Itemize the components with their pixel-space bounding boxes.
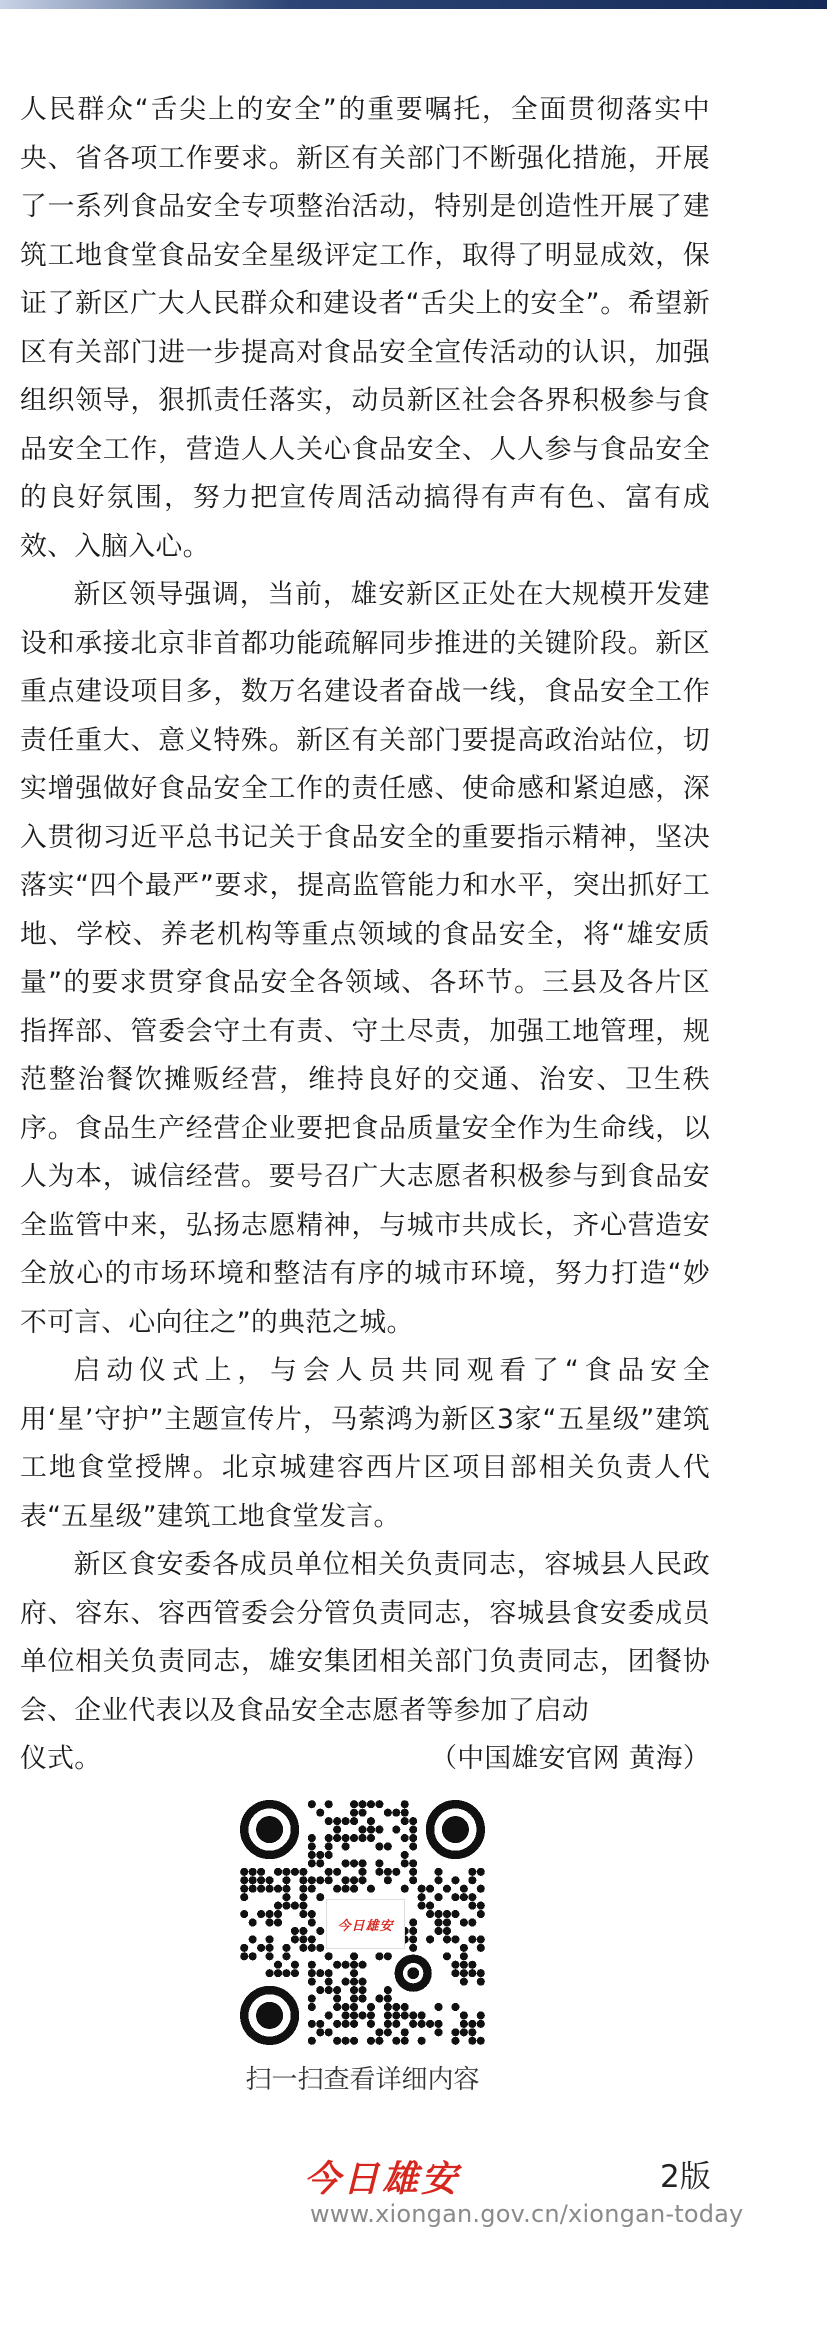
qr-module: [308, 2020, 316, 2028]
qr-module: [342, 2011, 350, 2019]
qr-module: [375, 1868, 383, 1876]
qr-module: [468, 1961, 476, 1969]
qr-module: [426, 1902, 434, 1910]
qr-module: [375, 1952, 383, 1960]
qr-module: [443, 1935, 451, 1943]
qr-module: [325, 2011, 333, 2019]
qr-module: [249, 1876, 257, 1884]
qr-module: [308, 1800, 316, 1808]
qr-module: [274, 1969, 282, 1977]
qr-module: [282, 1876, 290, 1884]
qr-module: [426, 2020, 434, 2028]
qr-module: [333, 1868, 341, 1876]
qr-module: [443, 1885, 451, 1893]
qr-module: [342, 2037, 350, 2045]
qr-module: [316, 1859, 324, 1867]
article-paragraph: 人民群众“舌尖上的安全”的重要嘱托，全面贯彻落实中央、省各项工作要求。新区有关部门不断强化措施，开展了一系列食品安全专项整治活动，特别是创造性开展了建筑工地食堂食品安全星级评定工作，取得了明显成效，保证了新区广大人民群众和建设者“舌尖上的安全”。希望新区有关部门进一步提高对食品安全宣传活动的认识，加强组织领导，狠抓责任落实，动员新区社会各界积极参与食品安全工作，营造人人关心食品安全、人人参与食品安全的良好氛围，努力把宣传周活动搞得有声有色、富有成效、入脑入心。: [20, 94, 710, 562]
qr-module: [291, 1902, 299, 1910]
qr-module: [367, 2003, 375, 2011]
qr-module: [477, 1902, 485, 1910]
qr-module: [384, 2011, 392, 2019]
qr-module: [392, 2020, 400, 2028]
qr-module: [367, 1826, 375, 1834]
qr-module: [325, 1851, 333, 1859]
qr-module: [358, 1859, 366, 1867]
qr-module: [460, 1885, 468, 1893]
qr-module: [350, 1994, 358, 2002]
qr-module: [342, 1876, 350, 1884]
article-paragraph: 新区领导强调，当前，雄安新区正处在大规模开发建设和承接北京非首都功能疏解同步推进的关键阶段。新区重点建设项目多，数万名建设者奋战一线，食品安全工作责任重大、意义特殊。新区有关部门要提高政治站位，切实增强做好食品安全工作的责任感、使命感和紧迫感，深入贯彻习近平总书记关于食品安全的重要指示精神，坚决落实“四个最严”要求，提高监管能力和水平，突出抓好工地、学校、养老机构等重点领域的食品安全，将“雄安质量”的要求贯穿食品安全各领域、各环节。三县及各片区指挥部、管委会守土有责、守土尽责，加强工地管理，规范整治餐饮摊贩经营，维持良好的交通、治安、卫生秩序。食品生产经营企业要把食品质量安全作为生命线，以人为本，诚信经营。要号召广大志愿者积极参与到食品安全监管中来，弘扬志愿精神，与城市共成长，齐心营造安全放心的市场环境和整洁有序的城市环境，努力打造“妙不可言、心向往之”的典范之城。: [20, 579, 710, 1338]
qr-module: [384, 2020, 392, 2028]
qr-module: [409, 2011, 417, 2019]
qr-module: [316, 1969, 324, 1977]
qr-module: [282, 1868, 290, 1876]
qr-module: [240, 1944, 248, 1952]
qr-module: [477, 1969, 485, 1977]
qr-module: [350, 1800, 358, 1808]
qr-module: [384, 2003, 392, 2011]
qr-module: [274, 1885, 282, 1893]
qr-module: [291, 1961, 299, 1969]
qr-module: [333, 1994, 341, 2002]
qr-module: [325, 1842, 333, 1850]
qr-module: [468, 1969, 476, 1977]
qr-module: [342, 2020, 350, 2028]
qr-module: [384, 2028, 392, 2036]
qr-module: [401, 2028, 409, 2036]
qr-module: [350, 1876, 358, 1884]
qr-module: [401, 1859, 409, 1867]
qr-module: [240, 1952, 248, 1960]
qr-module: [384, 1876, 392, 1884]
qr-module: [358, 1994, 366, 2002]
qr-module: [375, 1859, 383, 1867]
qr-module: [409, 1834, 417, 1842]
qr-module: [468, 1876, 476, 1884]
article-body: [20, 86, 738, 1784]
qr-module: [333, 1826, 341, 1834]
qr-module: [451, 2003, 459, 2011]
brand-logo: 今日雄安: [304, 2158, 461, 2200]
qr-module: [434, 1876, 442, 1884]
qr-module: [316, 1986, 324, 1994]
qr-module: [460, 1952, 468, 1960]
qr-module: [434, 1893, 442, 1901]
qr-module: [384, 1986, 392, 1994]
qr-module: [308, 1834, 316, 1842]
qr-module: [316, 1927, 324, 1935]
qr-module: [401, 1851, 409, 1859]
qr-module: [299, 1893, 307, 1901]
qr-module: [240, 1893, 248, 1901]
qr-module: [350, 1809, 358, 1817]
qr-module: [342, 1817, 350, 1825]
qr-module: [350, 1952, 358, 1960]
qr-module: [350, 2020, 358, 2028]
qr-module: [358, 1826, 366, 1834]
qr-module: [299, 1910, 307, 1918]
qr-module: [392, 2037, 400, 2045]
site-url-link[interactable]: www.xiongan.gov.cn/xiongan-today: [310, 2200, 744, 2228]
qr-module: [333, 2003, 341, 2011]
qr-module: [282, 1944, 290, 1952]
qr-module: [460, 2028, 468, 2036]
qr-module: [266, 1935, 274, 1943]
qr-module: [308, 2003, 316, 2011]
qr-module: [409, 1868, 417, 1876]
qr-module: [358, 1868, 366, 1876]
qr-module: [375, 2037, 383, 2045]
qr-module: [316, 2020, 324, 2028]
qr-module: [257, 1885, 265, 1893]
qr-code[interactable]: [240, 1800, 485, 2045]
qr-module: [384, 1994, 392, 2002]
qr-module: [451, 1910, 459, 1918]
article-last-line: [20, 1735, 710, 1784]
qr-module: [249, 1868, 257, 1876]
qr-module: [308, 2037, 316, 2045]
qr-module: [367, 1885, 375, 1893]
qr-module: [434, 2028, 442, 2036]
qr-module: [367, 1817, 375, 1825]
qr-module: [342, 1842, 350, 1850]
qr-module: [257, 1944, 265, 1952]
qr-module: [316, 1876, 324, 1884]
qr-module: [451, 1876, 459, 1884]
qr-module: [426, 1910, 434, 1918]
qr-module: [477, 1978, 485, 1986]
qr-module: [266, 1876, 274, 1884]
qr-module: [392, 2003, 400, 2011]
qr-module: [392, 1809, 400, 1817]
qr-module: [266, 1969, 274, 1977]
qr-module: [401, 1809, 409, 1817]
qr-module: [350, 1885, 358, 1893]
qr-module: [384, 1842, 392, 1850]
qr-module: [316, 1809, 324, 1817]
qr-module: [401, 1817, 409, 1825]
qr-module: [299, 1876, 307, 1884]
qr-module: [249, 1952, 257, 1960]
qr-module: [367, 1834, 375, 1842]
qr-module: [316, 1893, 324, 1901]
qr-module: [409, 2020, 417, 2028]
article-byline: （中国雄安官网 黄海）: [430, 1743, 710, 1774]
qr-module: [299, 1935, 307, 1943]
qr-module: [325, 1876, 333, 1884]
qr-module: [299, 1902, 307, 1910]
qr-module: [333, 1834, 341, 1842]
qr-module: [468, 2028, 476, 2036]
qr-module: [460, 2020, 468, 2028]
qr-module: [401, 2011, 409, 2019]
qr-module: [434, 1910, 442, 1918]
qr-module: [282, 1952, 290, 1960]
qr-module: [308, 1994, 316, 2002]
qr-module: [375, 1842, 383, 1850]
qr-module: [333, 2037, 341, 2045]
qr-module: [451, 2037, 459, 2045]
qr-module: [308, 1885, 316, 1893]
qr-module: [434, 2003, 442, 2011]
qr-module: [409, 1842, 417, 1850]
qr-module: [434, 1868, 442, 1876]
qr-module: [249, 1885, 257, 1893]
qr-module: [274, 1868, 282, 1876]
qr-module: [342, 1859, 350, 1867]
qr-module: [308, 1944, 316, 1952]
qr-module: [418, 1885, 426, 1893]
qr-module: [274, 1910, 282, 1918]
qr-module: [299, 1868, 307, 1876]
qr-module: [477, 1885, 485, 1893]
qr-module: [325, 1978, 333, 1986]
qr-module: [418, 2020, 426, 2028]
qr-module: [477, 1910, 485, 1918]
qr-module: [333, 2020, 341, 2028]
qr-module: [350, 2011, 358, 2019]
qr-module: [460, 1978, 468, 1986]
qr-module: [375, 1994, 383, 2002]
qr-module: [282, 1902, 290, 1910]
qr-module: [358, 1876, 366, 1884]
qr-module: [350, 1969, 358, 1977]
qr-module: [316, 2028, 324, 2036]
qr-module: [401, 2003, 409, 2011]
qr-module: [384, 1952, 392, 1960]
qr-module: [434, 1927, 442, 1935]
qr-module: [460, 1944, 468, 1952]
qr-module: [460, 1969, 468, 1977]
qr-module: [257, 1868, 265, 1876]
qr-module: [418, 1902, 426, 1910]
header-bar: [0, 0, 827, 9]
qr-module: [460, 2011, 468, 2019]
qr-module: [358, 1834, 366, 1842]
qr-module: [325, 1952, 333, 1960]
qr-module: [240, 1885, 248, 1893]
qr-module: [426, 1885, 434, 1893]
qr-module: [392, 2011, 400, 2019]
qr-module: [308, 1969, 316, 1977]
qr-module: [308, 1978, 316, 1986]
qr-module: [333, 1986, 341, 1994]
qr-module: [401, 1834, 409, 1842]
qr-module: [274, 1902, 282, 1910]
qr-module: [291, 1927, 299, 1935]
qr-module: [451, 1935, 459, 1943]
qr-module: [443, 1952, 451, 1960]
qr-module: [316, 1851, 324, 1859]
qr-module: [308, 1910, 316, 1918]
qr-module: [409, 1876, 417, 1884]
qr-module: [451, 1893, 459, 1901]
qr-module: [342, 1961, 350, 1969]
qr-module: [367, 2011, 375, 2019]
qr-module: [325, 1800, 333, 1808]
qr-module: [401, 2037, 409, 2045]
qr-module: [367, 1800, 375, 1808]
qr-module: [358, 1961, 366, 1969]
qr-module: [291, 1935, 299, 1943]
qr-module: [460, 1893, 468, 1901]
qr-module: [384, 1809, 392, 1817]
qr-module: [468, 1893, 476, 1901]
qr-module: [308, 1876, 316, 1884]
qr-module: [325, 1986, 333, 1994]
qr-module: [350, 1986, 358, 1994]
qr-module: [240, 1868, 248, 1876]
qr-module: [460, 1918, 468, 1926]
qr-module: [299, 1927, 307, 1935]
qr-module: [249, 1918, 257, 1926]
qr-module: [274, 1961, 282, 1969]
qr-module: [274, 1918, 282, 1926]
qr-module: [358, 1809, 366, 1817]
qr-module: [426, 1935, 434, 1943]
qr-module: [418, 1893, 426, 1901]
qr-module: [477, 1944, 485, 1952]
qr-module: [468, 1935, 476, 1943]
qr-module: [409, 1935, 417, 1943]
qr-module: [443, 1927, 451, 1935]
qr-module: [266, 1910, 274, 1918]
qr-module: [282, 1969, 290, 1977]
qr-module: [358, 1800, 366, 1808]
qr-module: [392, 1868, 400, 1876]
qr-module: [451, 2028, 459, 2036]
qr-module: [409, 1826, 417, 1834]
qr-module: [350, 1961, 358, 1969]
qr-module: [375, 1800, 383, 1808]
qr-module: [342, 1834, 350, 1842]
qr-module: [409, 1817, 417, 1825]
article-paragraph: 启动仪式上，与会人员共同观看了“食品安全 用‘星’守护”主题宣传片，马萦鸿为新区3家“五星级”建筑工地食堂授牌。北京城建容西片区项目部相关负责人代表“五星级”建筑工地食堂发言。: [20, 1355, 738, 1532]
qr-module: [418, 2037, 426, 2045]
qr-module: [350, 2037, 358, 2045]
qr-caption: 扫一扫查看详细内容: [245, 2065, 480, 2095]
qr-module: [350, 1978, 358, 1986]
qr-module: [308, 1961, 316, 1969]
qr-module: [342, 1885, 350, 1893]
qr-module: [325, 1817, 333, 1825]
qr-module: [249, 1935, 257, 1943]
qr-module: [468, 1902, 476, 1910]
qr-module: [477, 2037, 485, 2045]
qr-module: [468, 1868, 476, 1876]
qr-module: [325, 1868, 333, 1876]
qr-module: [409, 1927, 417, 1935]
qr-module: [443, 1910, 451, 1918]
article-paragraph: 新区食安委各成员单位相关负责同志，容城县人民政府、容东、容西管委会分管负责同志，容城县食安委成员单位相关负责同志，雄安集团相关部门负责同志，团餐协会、企业代表以及食品安全志愿者等参加了启动: [20, 1549, 710, 1726]
qr-module: [333, 1961, 341, 1969]
qr-module: [266, 1918, 274, 1926]
qr-module: [434, 1918, 442, 1926]
qr-module: [477, 2011, 485, 2019]
qr-module: [350, 2003, 358, 2011]
qr-module: [418, 2011, 426, 2019]
qr-module: [350, 1817, 358, 1825]
qr-module: [401, 1800, 409, 1808]
qr-module: [257, 1910, 265, 1918]
qr-module: [325, 1969, 333, 1977]
edition-label: 2版: [660, 2159, 711, 2195]
qr-module: [477, 1935, 485, 1943]
qr-module: [477, 1868, 485, 1876]
qr-center-logo: 今日雄安: [327, 1900, 404, 1948]
qr-module: [409, 1918, 417, 1926]
article-paragraph-end: 仪式。: [20, 1743, 102, 1774]
qr-module: [342, 2003, 350, 2011]
qr-module: [477, 2020, 485, 2028]
qr-module: [358, 1986, 366, 1994]
qr-module: [409, 1944, 417, 1952]
qr-module: [240, 1910, 248, 1918]
qr-module: [299, 1944, 307, 1952]
qr-module: [358, 1978, 366, 1986]
qr-module: [266, 1952, 274, 1960]
qr-module: [451, 1969, 459, 1977]
qr-module: [443, 1918, 451, 1926]
qr-module: [451, 1961, 459, 1969]
qr-module: [358, 2011, 366, 2019]
qr-module: [308, 1851, 316, 1859]
qr-module: [240, 1876, 248, 1884]
qr-module: [333, 1817, 341, 1825]
qr-module: [308, 1842, 316, 1850]
qr-module: [308, 1859, 316, 1867]
qr-module: [401, 1885, 409, 1893]
qr-module: [299, 1885, 307, 1893]
qr-module: [375, 2028, 383, 2036]
qr-module: [392, 1826, 400, 1834]
qr-module: [350, 1859, 358, 1867]
qr-module: [257, 1876, 265, 1884]
qr-module: [409, 1859, 417, 1867]
qr-module: [468, 1918, 476, 1926]
qr-module: [291, 1969, 299, 1977]
qr-module: [282, 1893, 290, 1901]
qr-module: [325, 1834, 333, 1842]
qr-module: [350, 1834, 358, 1842]
qr-module: [460, 1961, 468, 1969]
qr-module: [468, 2020, 476, 2028]
qr-module: [308, 1918, 316, 1926]
qr-module: [367, 2020, 375, 2028]
qr-module: [367, 2037, 375, 2045]
qr-module: [434, 2020, 442, 2028]
qr-module: [384, 1868, 392, 1876]
qr-module: [308, 1935, 316, 1943]
qr-module: [325, 2028, 333, 2036]
qr-module: [316, 1944, 324, 1952]
qr-module: [342, 1978, 350, 1986]
qr-module: [468, 2037, 476, 2045]
qr-module: [333, 1885, 341, 1893]
qr-module: [291, 1868, 299, 1876]
qr-module: [375, 1826, 383, 1834]
qr-module: [282, 1885, 290, 1893]
qr-module: [266, 1944, 274, 1952]
qr-module: [266, 1885, 274, 1893]
